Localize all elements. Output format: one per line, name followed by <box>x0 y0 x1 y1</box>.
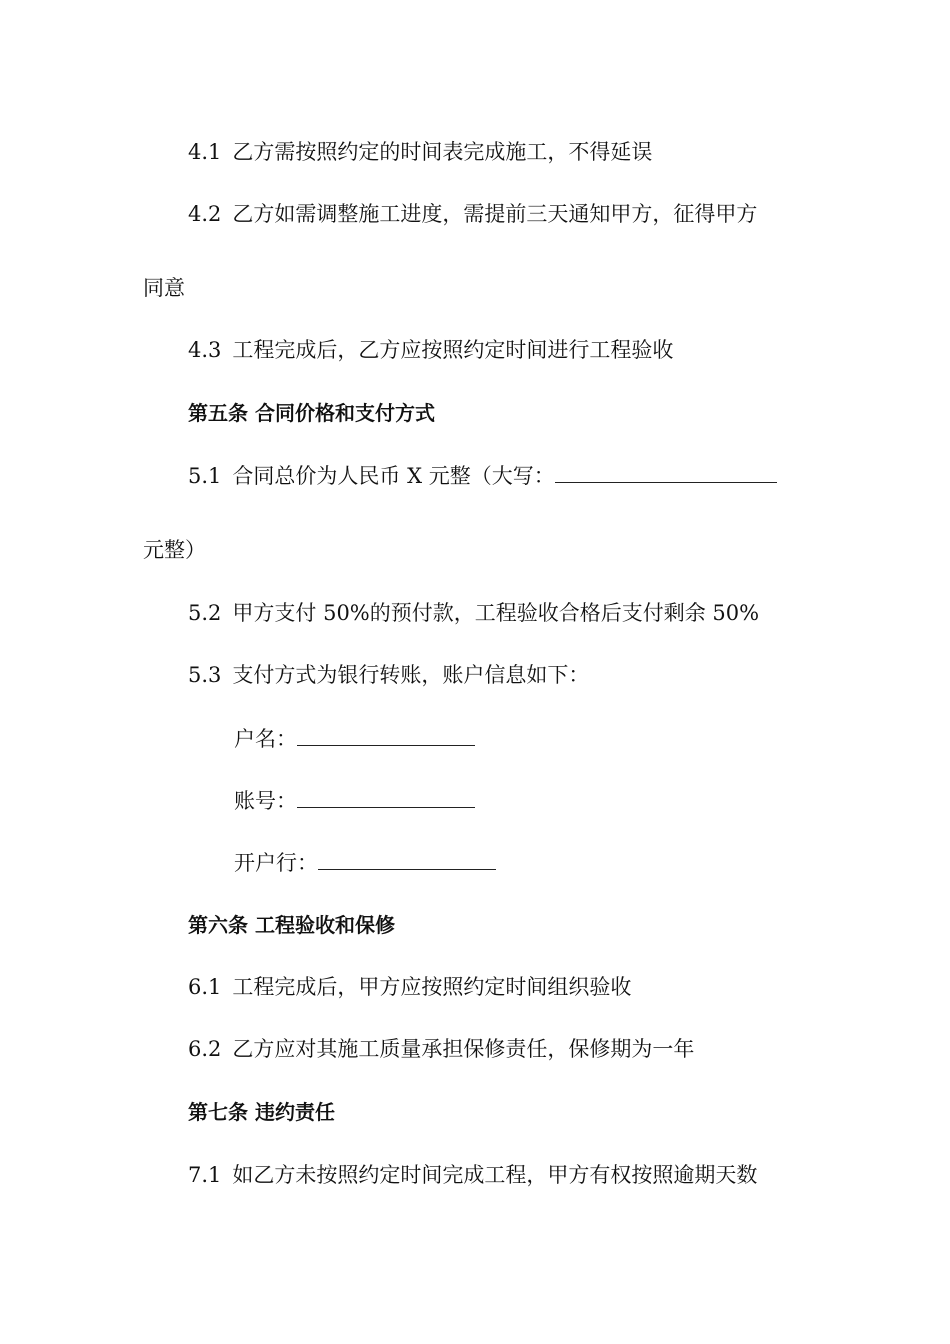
account-number-blank[interactable] <box>297 789 475 808</box>
account-name-blank[interactable] <box>297 727 475 746</box>
clause-5-3 <box>188 660 589 690</box>
clause-number: 4.1 <box>188 140 222 164</box>
clause-7-heading: 第七条 违约责任 <box>188 1100 335 1124</box>
account-name-row <box>234 724 475 754</box>
clause-4-2 <box>188 199 757 229</box>
clause-text: 工程完成后，乙方应按照约定时间进行工程验收 <box>232 338 674 362</box>
clause-4-1 <box>188 137 652 167</box>
account-number-row <box>234 786 475 816</box>
clause-number: 5.1 <box>188 464 222 488</box>
clause-6-2 <box>188 1034 694 1064</box>
clause-text: 工程完成后，甲方应按照约定时间组织验收 <box>232 975 632 999</box>
clause-text: 乙方需按照约定的时间表完成施工，不得延误 <box>232 140 653 164</box>
bank-blank[interactable] <box>318 851 496 870</box>
clause-6-heading: 第六条 工程验收和保修 <box>188 913 395 937</box>
clause-5-1-continuation: 元整） <box>143 538 206 562</box>
clause-number: 5.3 <box>188 663 222 687</box>
clause-5-heading: 第五条 合同价格和支付方式 <box>188 401 435 425</box>
amount-in-words-blank[interactable] <box>555 464 777 483</box>
clause-5-2 <box>188 598 759 628</box>
clause-number: 5.2 <box>188 601 222 625</box>
clause-number: 4.3 <box>188 338 222 362</box>
clause-text: 如乙方未按照约定时间完成工程，甲方有权按照逾期天数 <box>232 1163 758 1187</box>
clause-text: 合同总价为人民币 X 元整（大写： <box>232 464 555 488</box>
clause-number: 6.2 <box>188 1037 222 1061</box>
clause-7-1 <box>188 1160 757 1190</box>
clause-5-1 <box>188 461 777 491</box>
clause-text: 乙方如需调整施工进度，需提前三天通知甲方，征得甲方 <box>232 202 758 226</box>
clause-4-2-continuation: 同意 <box>143 276 185 300</box>
clause-6-1 <box>188 972 631 1002</box>
clause-text: 乙方应对其施工质量承担保修责任，保修期为一年 <box>232 1037 695 1061</box>
clause-number: 4.2 <box>188 202 222 226</box>
clause-number: 6.1 <box>188 975 222 999</box>
clause-text: 甲方支付 50%的预付款，工程验收合格后支付剩余 50% <box>232 601 760 625</box>
account-name-label: 户名： <box>234 727 297 751</box>
clause-number: 7.1 <box>188 1163 222 1187</box>
clause-text: 支付方式为银行转账，账户信息如下： <box>232 663 590 687</box>
bank-label: 开户行： <box>234 851 318 875</box>
clause-4-3 <box>188 335 673 365</box>
account-number-label: 账号： <box>234 789 297 813</box>
bank-row <box>234 848 496 878</box>
